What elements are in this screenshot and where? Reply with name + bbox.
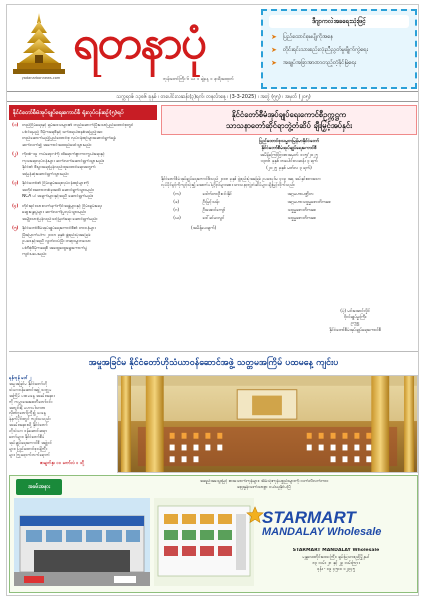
- pagoda-logo-icon: [11, 11, 67, 75]
- story-line: အကြိမ် ပထမနေ့ အခမ်းအနား: [9, 392, 55, 398]
- address-line: ဖုန်း - ၀၉ ၄၅၀၀ ၁၂၃၄၅: [316, 566, 356, 571]
- store-address: [256, 548, 416, 572]
- item-line: တိုင်းရင်းသားလက်နက်ကိုင်အဖွဲ့များနှင့် ငြိမ်းချမ်းရေး: [22, 203, 102, 209]
- ad-tagline-line: အရည်အသွေးမြင့် စားသောက်ကုန်များ၊ အိမ်သုံးကုန်ပစ္စည်းများကို လက်လီလက်ကား: [199, 479, 329, 484]
- item-line: နိုင်ငံတော်စီမံအုပ်ချုပ်ရေးကောင်စီ၏ တာဝန်များ: [22, 226, 96, 231]
- story-line: များ ကြွရောက်တက်ရောက်: [9, 451, 51, 457]
- item-line: ဆက်လက်၍ အကောင်အထည်ဖော်သွားမည်။: [22, 142, 92, 148]
- story-line: အခမ်းအနားသို့ နိုင်ငံတော်: [9, 422, 48, 428]
- body-line: နိုင်ငံတော်စီမံအုပ်ချုပ်ရေးကောင်စီသည် ၂၀၀၈ ခုနှစ် ဖွဲ့စည်းပုံအခြေခံ ဥပဒေပုဒ်မ ၄၁၉ အရ အပ်နှင်းထားသော: [161, 175, 321, 181]
- highlight-text: ပြည်ထောင်စုမပျိုကိုအနေ: [282, 34, 334, 40]
- arrow-right-icon: ➤: [271, 46, 277, 54]
- item-number: (၃): [12, 181, 19, 186]
- row-number: (ဃ): [173, 216, 181, 222]
- row-number: (ခ): [173, 200, 180, 206]
- story-line: ကို ကမ္ဘာအေးစေတီတော်ဝင်း: [9, 398, 53, 404]
- item-line: ဥပဒေနှင့်အညီ လွတ်လပ်ပြီး တရားမျှတသော: [22, 239, 91, 244]
- masthead-subtitle: ဘုန်းတော်ကြီး ၆ ယ ၁ ချဲ့နေ့ ၁ နာရီအထုတ်: [162, 77, 234, 82]
- starmart-advertisement: [9, 475, 418, 593]
- honor-title: သဒ္ဓမ္မဇောတိကဓဇ: [287, 216, 317, 222]
- highlights-title: ဒီဂျာကလဲအခရေးသုံးဖြင့်: [269, 15, 409, 28]
- objectives-list: [9, 120, 157, 265]
- ad-tagline: [114, 479, 414, 491]
- appointments-table: [171, 191, 407, 223]
- honor-title: သဒ္ဓမ္မဇောတိကဓဇ: [287, 208, 317, 214]
- decree-line: အမိန့်ကြော်ငြာစာအမှတ် ၁၁၅/၂၀၂၅: [260, 152, 318, 158]
- decree-line: ပြည်ထောင်စုသမ္မတမြန်မာနိုင်ငံတော်: [259, 139, 319, 144]
- table-row: [171, 199, 407, 207]
- decree-line: နိုင်ငံတော်စီမံအုပ်ချုပ်ရေးကောင်စီ: [261, 145, 317, 151]
- address-line: ၈၃ လမ်း ၂၈ နှင့် ၂၉ လမ်းကြား: [312, 560, 360, 565]
- item-line: အမြန်ဆုံးဆောင်ရွက်သွားမည်။: [22, 171, 69, 177]
- item-number: (၁): [12, 123, 19, 128]
- highlight-item: [271, 33, 407, 41]
- left-column: [9, 105, 157, 350]
- continue-label: (အမိန့်ပေးချက်): [191, 226, 217, 232]
- person-name: ဒေါ်ခင်မာလွင်: [202, 216, 225, 222]
- story-line: ဟိုသံယာ ဝန်ဆောင်ဆရာ: [9, 428, 48, 434]
- list-item: [12, 204, 154, 224]
- item-line: ပါဝင်ရမည့် ဒီမိုကရေစီနှင့် ဖက်ဒရယ်စနစ်အပြည့်အဝ: [22, 129, 103, 135]
- honor-title: အဂ္ဂမဟာသဒ္ဓမ္မဇောတိကဓဇ: [287, 200, 332, 206]
- highlight-text: အချုပ်အခြာအာဏာတည့်တံ့ခိုင်မြဲရေး: [282, 60, 357, 66]
- story-line: တော်များ၊ နိုင်ငံတော်စီမံ: [9, 434, 45, 440]
- arrow-right-icon: ➤: [271, 33, 277, 41]
- main-story-headline: အမှုအခြင်မ နိုင်ငံတော်ဟိုသံယာဝန်ဆောင်အဖွဲ့ သတ္တမအကြိမ် ပထမနေ့ ကျင်းပ: [9, 351, 418, 373]
- table-row: [171, 207, 407, 215]
- arrow-right-icon: ➤: [271, 59, 277, 67]
- main-story-text: [9, 375, 115, 471]
- left-column-heading: နိုင်ငံတော်စီမံအုပ်ချုပ်ရေးကောင်စီ ရုံးလုပ်ငန်းစဉ်(၅)ရပ်: [9, 105, 157, 120]
- headline-line: သာသနာတော်ဆိုင်ရာဘွဲ့တံဆိပ် ချီးမြှင့်အပ်နှင်း: [225, 121, 353, 130]
- store-building-image: [14, 498, 150, 586]
- story-line: သံယာဝန်ဆောင်အဖွဲ့ သတ္တမ: [9, 386, 52, 392]
- body-line: လုပ်ပိုင်ခွင့်ကိုကျင့်သုံး၍ အောက်ပါပုဂ္ဂိုလ်များအား သာသနာ့ဘွဲ့တံဆိပ်များ ချီးမြှင့်လိုက်သည်။: [161, 182, 295, 188]
- item-line: ကုသရေးလုပ်ငန်းများ ဆက်လက်ဆောင်ရွက်သွားမည်။: [22, 158, 105, 164]
- list-item: [12, 123, 154, 149]
- story-line: နံနက်ပိုင်းတွင် ကျင်းပသည်။: [9, 416, 51, 422]
- item-line: အတိုင်းအတာတစ်ခုအထိ ဆောင်ရွက်သွားမည်။: [22, 187, 95, 193]
- item-line: တည်ငြိမ်ရေးနှင့် ရှမ်းဒေသများ၏ တည်ဆောက်ပြီးသောပြည်ထောင်စုတွင်: [22, 123, 134, 128]
- newspaper-title: ရတနာပုံ: [73, 15, 206, 69]
- ceremony-hall-photo: [117, 375, 418, 473]
- store-interior-image: [154, 498, 254, 586]
- story-line: များ၊ ပြည်ထောင်စုဝန်ကြီး: [9, 445, 48, 451]
- decree-line: (၂၀၂၅ ခုနှစ် မတ်လ ၃ ရက်): [266, 166, 312, 172]
- list-item: [12, 226, 154, 259]
- ad-badge: အခမ်းအနား: [16, 479, 62, 495]
- ad-tagline-line: ဈေးနှုန်းသက်သာစွာ ဝယ်ယူနိုင်ပါပြီ: [237, 485, 291, 490]
- row-number: (ဂ): [173, 208, 180, 214]
- signature-line: ဥက္ကဋ္ဌ: [350, 321, 360, 327]
- signature-line: (ပုံ) မင်းအောင်လှိုင်: [340, 309, 371, 314]
- brand-subname: MANDALAY Wholesale: [262, 526, 382, 538]
- logo-caption: yadanarbonnews.com: [21, 76, 61, 80]
- signature-line: ဗိုလ်ချုပ်မှူးကြီး: [344, 315, 367, 321]
- address-line: မန္တလေးတိုင်းဒေသကြီး၊ ချမ်းမြသာစည်မြို့နယ်: [302, 554, 370, 559]
- masthead: [7, 5, 419, 89]
- item-number: (၅): [12, 226, 19, 231]
- item-number: (၂): [12, 152, 19, 157]
- story-line: အုပ်ချုပ်ရေးကောင်စီ အဖွဲ့ဝင်: [9, 439, 52, 445]
- story-line: အမှုအခြင်မ နိုင်ငံတော်ဟို: [9, 380, 48, 386]
- decree-header: [161, 139, 417, 173]
- article-body: [161, 176, 417, 188]
- person-name: ဦးမြင့်သန်း: [202, 200, 220, 206]
- person-name: ဒေါက်တာဦးဝင်းနိုင်: [202, 192, 232, 198]
- story-line: အတွင်းရှိ မဟာပါသာဏ: [9, 404, 46, 410]
- item-line: ပါတီစုံဒီမိုကရေစီ အထွေထွေရွေးကောက်ပွဲ: [22, 245, 88, 251]
- item-line: အမျိုးသားပြန်လည်သင့်မြတ်ရေး ဆောင်ရွက်မည်။: [22, 216, 98, 222]
- highlight-text: တိုင်းရင်းသားစည်းလုံးညီညွတ်မှုဖျိုက်ကွဲရေး: [282, 47, 368, 53]
- item-line: နိုင်ငံ၏ စီးပွားရေးပြန်လည်ထူထောင်ရေးအတွက်: [22, 165, 96, 170]
- list-item: [12, 152, 154, 178]
- person-name: ဦးအောင်ကျော်: [202, 208, 226, 214]
- signature-line: နိုင်ငံတော်စီမံအုပ်ချုပ်ရေးကောင်စီ: [329, 327, 381, 333]
- signature-block: [329, 309, 381, 334]
- highlight-item: [271, 59, 407, 67]
- honor-title: အဂ္ဂမဟာပဏ္ဍိတ: [287, 192, 314, 198]
- item-line: ကိုဗစ်-၁၉ ကပ်ရောဂါကို ထိရောက်စွာကာကွယ်ရေးနှင့်: [22, 152, 105, 157]
- table-row: [171, 215, 407, 223]
- newspaper-page: [6, 4, 419, 596]
- headline-line: နိုင်ငံတော်စီမံအုပ်ချုပ်ရေးကောင်စီဥက္ကဋ္ဌက: [231, 110, 347, 119]
- item-number: (၄): [12, 203, 19, 209]
- item-line: နိုင်ငံတော်၏ ငြိမ်းချမ်းရေးလုပ်ငန်းစဉ်များကို: [22, 181, 89, 186]
- item-line: ပြီးမြောက်ပါက ၂၀၀၈ ခုနှစ် ဖွဲ့စည်းပုံအခြေခံ: [22, 232, 91, 238]
- item-line: တည်ဆောက်မည့်ပြည်ထောင်စု လုပ်ငန်းစဉ်များဆောင်ရွက်ရန်: [22, 136, 116, 141]
- item-line: ဆွေးနွေးပွဲများ ဆက်လက်ပြုလုပ်သွားမည်။: [22, 210, 87, 215]
- brand-name: STARMART: [262, 508, 356, 527]
- address-heading: STARMART MANDALAY Wholesale: [292, 548, 380, 553]
- continued-label: စာမျက်နှာ ၁၀ ကော်လံ ၁ သို့: [39, 459, 85, 465]
- dateline: သက္ကရာဇ် ၁၃၈၆ ခုနှစ် ၊ တပေါင်းလဆန်း(၃)ရက်၊ တနင်္လာနေ့ ၊ (3-3-2025) ၊ အတွဲ (၅၅) ၊ အမှတ် (၂၀၅): [7, 91, 419, 102]
- decree-article: [161, 105, 417, 350]
- story-line: လိုဏ်ဂူတော်ကြီး၌ ယနေ့: [9, 410, 46, 416]
- highlights-box: [261, 9, 417, 89]
- list-item: [12, 181, 154, 201]
- highlight-item: [271, 46, 407, 54]
- decree-line: ၁၃၈၆ ခုနှစ် တပေါင်းလဆန်း ၃ ရက်: [260, 159, 318, 165]
- row-number: (က): [173, 192, 181, 198]
- story-byline: ရန်ကုန် မတ် ၂: [9, 375, 32, 380]
- table-row: [171, 191, 407, 199]
- article-headline: [161, 105, 417, 135]
- item-line: ကျင်းပပေးမည်။: [22, 252, 47, 257]
- item-line: NCA ပါ အချက်များနှင့်အညီ ဆောင်ရွက်မည်။: [22, 194, 94, 199]
- starmart-brand: [262, 508, 412, 538]
